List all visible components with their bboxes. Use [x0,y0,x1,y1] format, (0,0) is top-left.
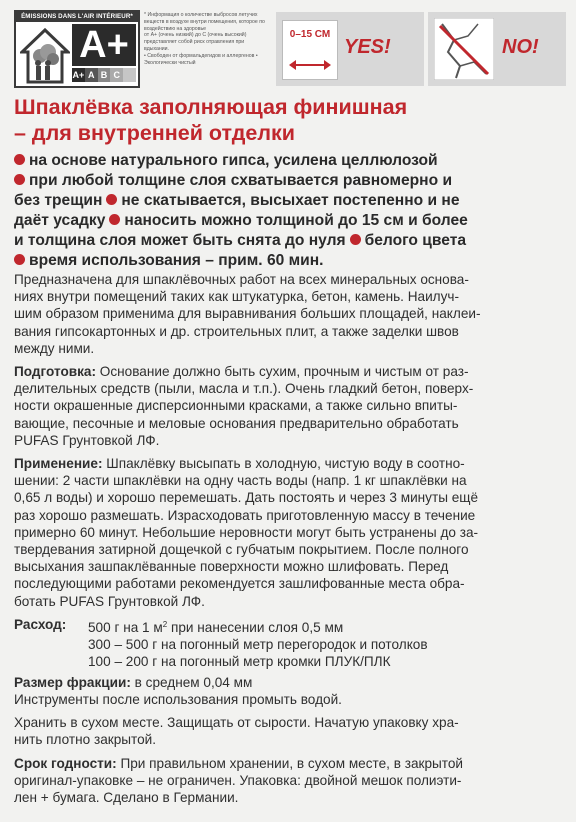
feature-text: время использования – прим. 60 мин. [29,252,324,269]
text-line: Инструменты после использования промыть водой. [14,692,342,708]
bullet-icon [14,254,25,265]
yes-label: YES! [344,36,391,58]
footnote-line: * Информация о количестве выбросов летучих веществ в воздухе внутри помещения, которое по воздействию на здоровье [144,12,265,32]
feature-text: даёт усадку [14,212,106,229]
intro-paragraph [14,271,566,357]
text-segment: при нанесении слоя 0,5 мм [167,619,344,635]
text-line: вающие, песочные и меловые основания предварительно обработать [14,415,459,431]
feature-list [14,151,566,271]
feature-text: белого цвета [364,232,467,249]
title-line: – для внутренней отделки [14,121,296,145]
no-label: NO! [502,36,539,58]
consumption-values [88,616,428,671]
text-line: ниях внутри помещений таких как штукатурка, бетон, камень. Наилуч- [14,289,460,305]
text-line [88,616,388,636]
top-badges [14,10,566,88]
thickness-yes-badge [276,12,424,86]
text-line: 0,65 л воды) и хорошо перемешать. Дать постоять и через 3 минуты ещё [14,490,479,506]
emissions-footnote [144,12,270,66]
text-line: шении: 2 части шпаклёвки на одну часть воды (напр. 1 кг шпаклёвки на [14,473,467,489]
house-icon [20,26,70,84]
emission-grade: A+ [72,24,136,66]
thickness-panel [282,20,338,80]
double-arrow-icon [289,59,331,71]
text-line: 100 – 200 г на погонный метр кромки ПЛУК/ПЛК [88,654,391,670]
text-segment: в среднем 0,04 мм [130,674,253,690]
text-line [14,363,566,380]
text-segment: 500 г на 1 м [88,619,163,635]
text-line: ности окрашенные дисперсионными красками, а также сильно впиты- [14,398,458,414]
superscript: 2 [162,619,168,629]
feature-line [14,151,566,171]
storage-paragraph [14,714,566,748]
application-paragraph [14,455,566,610]
feature-line [14,171,566,191]
feature-line [14,251,566,271]
text-line: лен + бумага. Сделано в Германии. [14,790,239,806]
consumption-label: Расход: [14,616,67,632]
text-line [14,455,566,472]
text-line: Предназначена для шпаклёвочных работ на всех минеральных основа- [14,272,469,287]
feature-line [14,211,566,231]
application-label: Применение: [14,456,103,472]
text-line: 300 – 500 г на погонный метр перегородок и потолков [88,637,428,653]
feature-line [14,191,566,211]
text-line: нить плотно закрытой. [14,732,157,748]
feature-line [14,231,566,251]
footnote-line: • Свободен от формальдегидов и аллергенов • Экологически чистый [144,52,258,66]
footnote-line: от A+ (очень низкий) до C (очень высокий) представляет собой риск отравления при вдыхании. [144,32,247,52]
text-line: PUFAS Грунтовкой ЛФ. [14,432,160,448]
text-line: раз хорошо размешать. Израсходовать приготовленную массу в течение [14,507,476,523]
fraction-paragraph [14,674,566,708]
text-line: твердевания затирной дощечкой с губчатым покрытием. После полного [14,542,469,558]
text-line: вания гипсокартонных и др. строительных плит, а также заделки швов [14,323,459,339]
text-line: примерно 60 минут. Небольшие неровности могут быть устранены до за- [14,524,479,540]
preparation-paragraph [14,363,566,449]
title-line: Шпаклёвка заполняющая финишная [14,95,408,119]
text-line: между ними. [14,340,95,356]
feature-text: на основе натурального гипса, усилена целлюлозой [29,152,438,169]
text-line: ботать PUFAS Грунтовкой ЛФ. [14,593,205,609]
text-line: оригинал-упаковке – не ограничен. Упаковка: двойной мешок полиэти- [14,772,462,788]
cracked-wall-icon [434,18,494,80]
feature-text: при любой толщине слоя схватывается равномерно и [29,172,453,189]
product-description [14,271,566,812]
shelf-life-paragraph [14,755,566,807]
text-line [14,755,566,772]
text-line: делительных средств (пыли, масла и т.п.). Очень гладкий бетон, поверх- [14,381,474,397]
text-line: последующими работами рекомендуется зашлифованные места обра- [14,576,465,592]
feature-text: и толщина слоя может быть снята до нуля [14,232,346,249]
scale-step: B [98,68,111,82]
text-segment: При правильном хранении, в сухом месте, в закрытой [116,755,464,771]
text-line: высыхания зашпаклёванные поверхности можно шлифовать. Перед [14,559,449,575]
bullet-icon [350,234,361,245]
shelf-life-label: Срок годности: [14,755,117,771]
emissions-label [14,10,140,88]
scale-step: A [85,68,98,82]
emission-scale [72,68,136,82]
thickness-label: 0–15 СМ [289,29,331,40]
emissions-header: ÉMISSIONS DANS L'AIR INTÉRIEUR* [16,12,138,22]
consumption-block [14,616,566,668]
bullet-icon [106,194,117,205]
feature-text: без трещин [14,192,103,209]
text-segment: Основание должно быть сухим, прочным и чистым от раз- [96,364,469,380]
scale-step: A+ [72,70,85,80]
text-line [14,674,566,691]
feature-text: наносить можно толщиной до 15 см и более [124,212,468,229]
text-line: Хранить в сухом месте. Защищать от сырости. Начатую упаковку хра- [14,715,459,731]
cracks-no-badge [428,12,566,86]
text-segment: Шпаклёвку высыпать в холодную, чистую воду в соотно- [102,456,465,472]
fraction-label: Размер фракции: [14,674,131,690]
text-line: шим образом применима для выравнивания больших площадей, наклеи- [14,306,481,322]
bullet-icon [14,154,25,165]
bullet-icon [109,214,120,225]
scale-step: C [110,68,123,82]
scale-step [123,68,136,82]
preparation-label: Подготовка: [14,364,97,380]
product-title [14,94,566,146]
feature-text: не скатывается, высыхает постепенно и не [121,192,460,209]
bullet-icon [14,174,25,185]
